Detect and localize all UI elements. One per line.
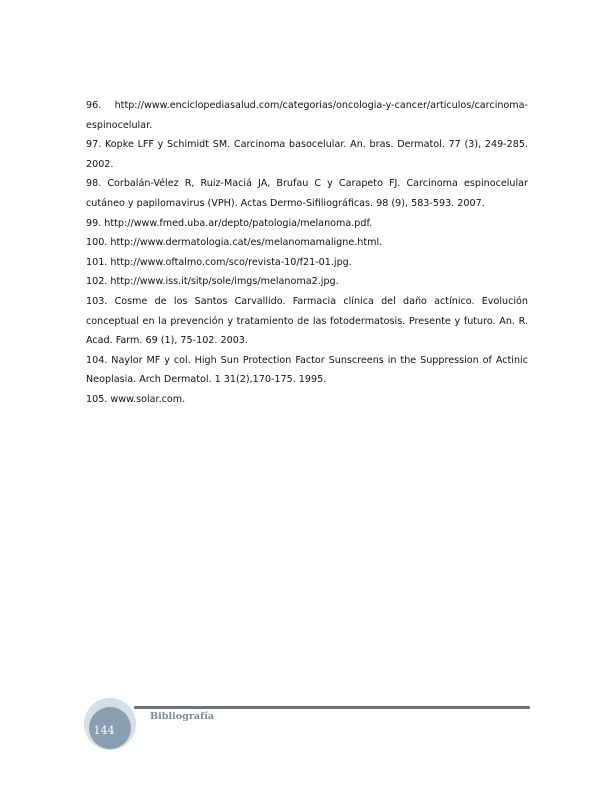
reference-item-101: 101. http://www.oftalmo.com/sco/revista-10/f21-01.jpg.: [86, 256, 352, 268]
reference-list: [86, 96, 528, 410]
footer-section-label: Bibliografía: [150, 711, 215, 722]
reference-item-96: 96. http://www.enciclopediasalud.com/categorias/oncologia-y-cancer/articulos/carcinoma-espinocelular.: [86, 100, 528, 131]
reference-item-103: 103. Cosme de los Santos Carvallido. Farmacia clínica del daño actínico. Evolución conceptual en la prevención y tratamiento de las fotodermatosis. Presente y futuro. An. R. Acad. Farm. 69 (1), 75-102. 2003.: [86, 295, 528, 347]
reference-item-104: 104. Naylor MF y col. High Sun Protection Factor Sunscreens in the Suppression of Actinic Neoplasia. Arch Dermatol. 1 31(2),170-175. 1995.: [86, 354, 528, 386]
reference-item-97: 97. Kopke LFF y Schimidt SM. Carcinoma basocelular. An. bras. Dermatol. 77 (3), 249-285. 2002.: [86, 139, 528, 170]
reference-item-102: 102. http://www.iss.it/sitp/sole/imgs/melanoma2.jpg.: [86, 276, 339, 288]
reference-item-100: 100. http://www.dermatologia.cat/es/melanomamaligne.html.: [86, 237, 383, 249]
footer-rule: [134, 706, 530, 709]
reference-item-105: 105. www.solar.com.: [86, 393, 186, 405]
reference-item-99: 99. http://www.fmed.uba.ar/depto/patologia/melanoma.pdf.: [86, 217, 373, 229]
page-number: 144: [93, 724, 115, 737]
reference-item-98: 98. Corbalán-Vélez R, Ruiz-Maciá JA, Brufau C y Carapeto FJ. Carcinoma espinocelular cutáneo y papilomavirus (VPH). Actas Dermo-Sifiliográficas. 98 (9), 583-593. 2007.: [86, 178, 528, 209]
